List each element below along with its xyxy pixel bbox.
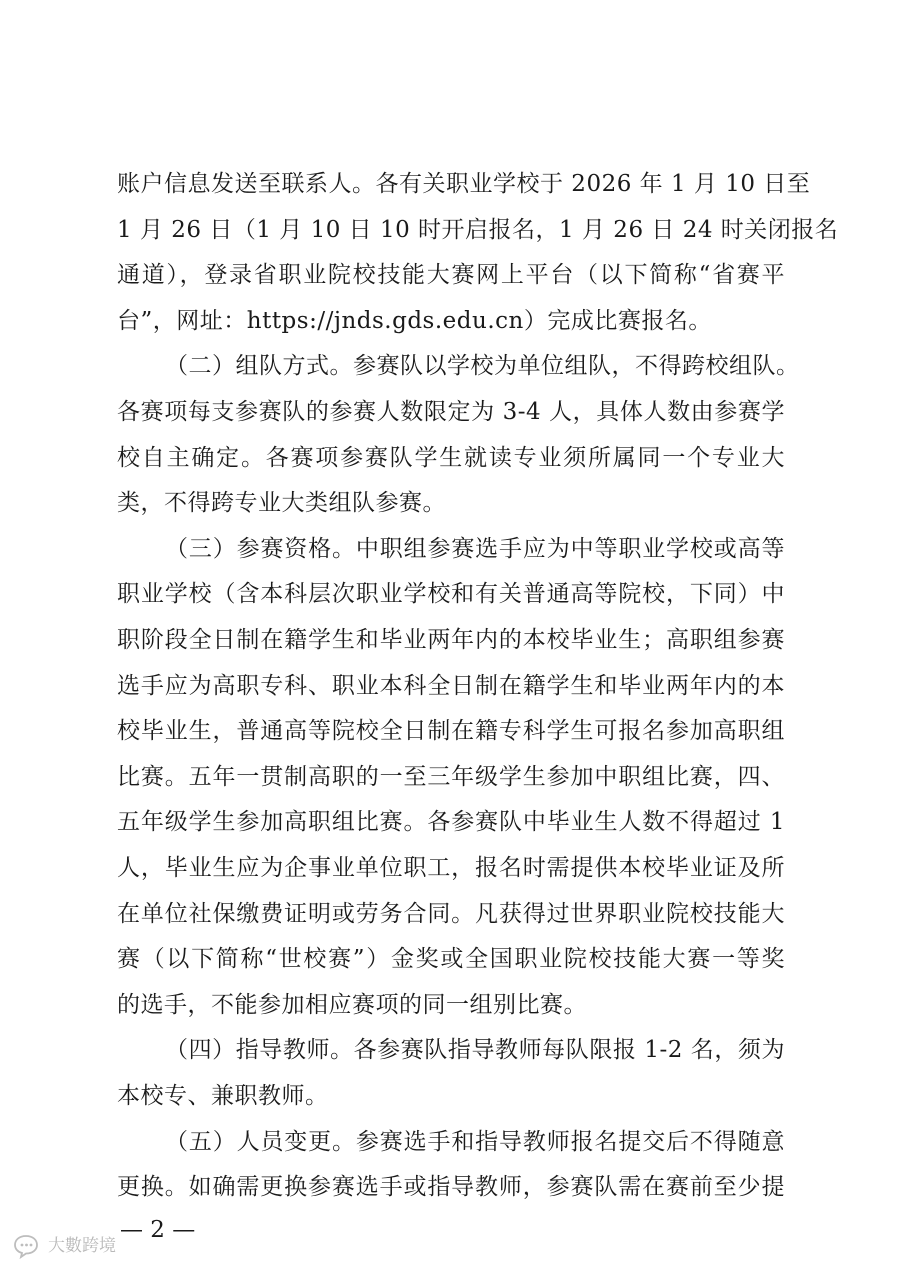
chat-bubble-logo-icon — [12, 1233, 42, 1259]
watermark-text: 大數跨境 — [48, 1236, 116, 1256]
p1-line-2: 1 月 26 日（1 月 10 日 10 时开启报名，1 月 26 日 24 时关闭报名 — [117, 216, 839, 243]
p2-line-2: 各赛项每支参赛队的参赛人数限定为 3-4 人，具体人数由参赛学 — [117, 399, 785, 425]
p3-line-2: 职业学校（含本科层次职业学校和有关普通高等院校，下同）中 — [117, 581, 785, 608]
p1-line-4: 台”，网址：https://jnds.gds.edu.cn）完成比赛报名。 — [117, 307, 712, 334]
p2-line-1: （二）组队方式。参赛队以学校为单位组队，不得跨校组队。 — [165, 353, 800, 380]
p3-line-10: 赛（以下简称“世校赛”）金奖或全国职业院校技能大赛一等奖 — [117, 946, 785, 973]
p3-line-5: 校毕业生，普通高等院校全日制在籍专科学生可报名参加高职组 — [117, 718, 785, 745]
p3-line-1: （三）参赛资格。中职组参赛选手应为中等职业学校或高等 — [165, 535, 785, 562]
watermark — [12, 1232, 116, 1260]
p4-line-1: （四）指导教师。各参赛队指导教师每队限报 1-2 名，须为 — [165, 1037, 785, 1064]
p3-line-7: 五年级学生参加高职组比赛。各参赛队中毕业生人数不得超过 1 — [117, 809, 785, 836]
p5-line-2: 更换。如确需更换参赛选手或指导教师，参赛队需在赛前至少提 — [117, 1174, 785, 1201]
p3-line-11: 的选手，不能参加相应赛项的同一组别比赛。 — [117, 991, 587, 1018]
p4-line-2: 本校专、兼职教师。 — [117, 1083, 329, 1109]
p1-line-3: 通道），登录省职业院校技能大赛网上平台（以下简称“省赛平 — [117, 262, 785, 289]
page-number: — 2 — — [120, 1216, 196, 1243]
p3-line-3: 职阶段全日制在籍学生和毕业两年内的本校毕业生；高职组参赛 — [117, 627, 785, 653]
p1-line-1: 账户信息发送至联系人。各有关职业学校于 2026 年 1 月 10 日至 — [117, 171, 811, 197]
p3-line-9: 在单位社保缴费证明或劳务合同。凡获得过世界职业院校技能大 — [117, 900, 785, 927]
p2-line-4: 类，不得跨专业大类组队参赛。 — [117, 490, 446, 517]
p3-line-6: 比赛。五年一贯制高职的一至三年级学生参加中职组比赛，四、 — [117, 763, 785, 790]
p2-line-3: 校自主确定。各赛项参赛队学生就读专业须所属同一个专业大 — [117, 444, 785, 471]
p3-line-8: 人，毕业生应为企事业单位职工，报名时需提供本校毕业证及所 — [117, 855, 785, 881]
p3-line-4: 选手应为高职专科、职业本科全日制在籍学生和毕业两年内的本 — [117, 672, 785, 699]
p5-line-1: （五）人员变更。参赛选手和指导教师报名提交后不得随意 — [165, 1128, 785, 1155]
